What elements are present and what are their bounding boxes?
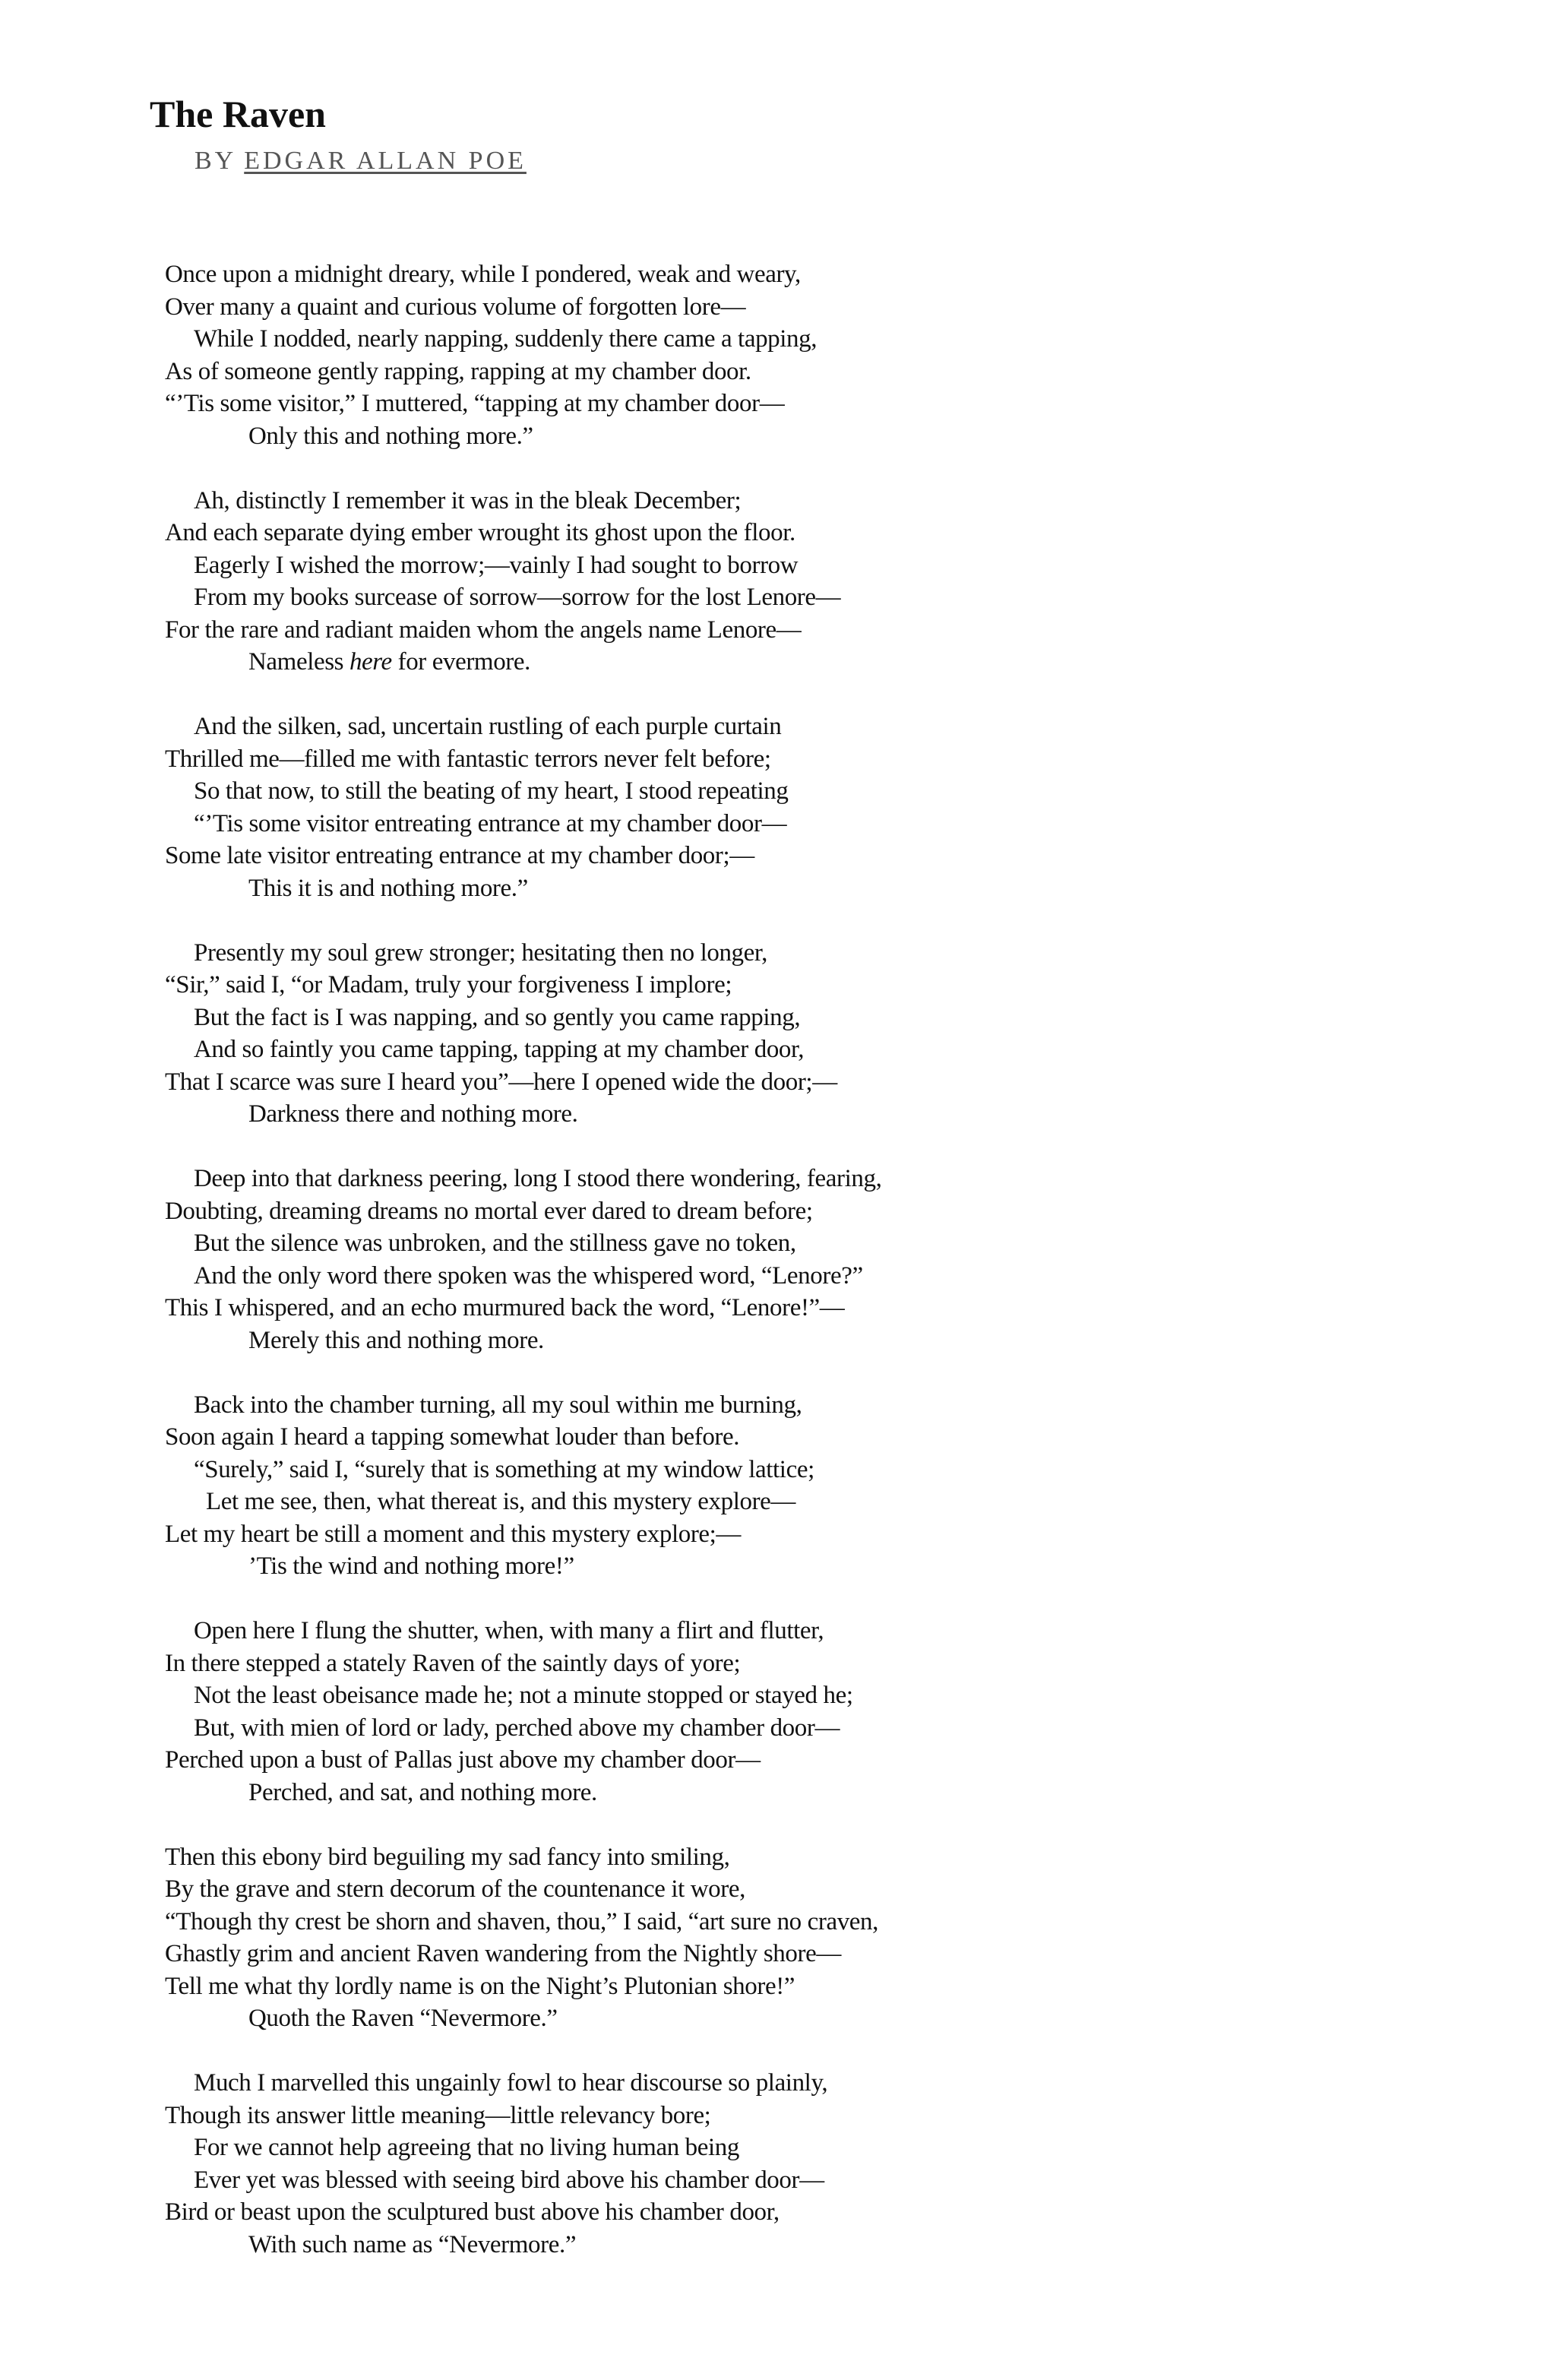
poem-line: Let me see, then, what thereat is, and this mystery explore— (206, 1488, 796, 1515)
poem-line: Perched upon a bust of Pallas just above my chamber door— (165, 1746, 761, 1774)
italic-emphasis: here (349, 648, 392, 676)
poem-line: Ever yet was blessed with seeing bird above his chamber door— (194, 2166, 824, 2194)
poem-line: By the grave and stern decorum of the countenance it wore, (165, 1875, 745, 1903)
poem-line: Once upon a midnight dreary, while I pondered, weak and weary, (165, 261, 801, 288)
poem-line: Ah, distinctly I remember it was in the bleak December; (194, 486, 742, 514)
poem-line: But the silence was unbroken, and the stillness gave no token, (194, 1230, 796, 1257)
poem-line: “’Tis some visitor entreating entrance at my chamber door— (194, 809, 787, 837)
poem-line: Ghastly grim and ancient Raven wandering from the Nightly shore— (165, 1940, 841, 1967)
poem-line: But the fact is I was napping, and so gently you came rapping, (194, 1003, 801, 1031)
stanza-2 (165, 485, 1456, 679)
poem-line: Let my heart be still a moment and this mystery explore;— (165, 1520, 742, 1548)
poem-line: “Sir,” said I, “or Madam, truly your forgiveness I implore; (165, 971, 732, 999)
poem-line: Soon again I heard a tapping somewhat louder than before. (165, 1423, 740, 1451)
poem-line: And the only word there spoken was the whispered word, “Lenore?” (194, 1261, 863, 1290)
poem-line: This I whispered, and an echo murmured back the word, “Lenore!”— (165, 1294, 845, 1321)
poem-refrain-line: This it is and nothing more.” (248, 874, 528, 902)
poem-line: Much I marvelled this ungainly fowl to hear discourse so plainly, (194, 2069, 828, 2097)
poem-line: So that now, to still the beating of my heart, I stood repeating (194, 777, 789, 805)
poem-line: For we cannot help agreeing that no living human being (194, 2134, 739, 2161)
poem-line: Over many a quaint and curious volume of forgotten lore— (165, 293, 746, 321)
poem-line: Some late visitor entreating entrance at my chamber door;— (165, 842, 754, 869)
poem-line: Tell me what thy lordly name is on the Night’s Plutonian shore!” (165, 1972, 795, 2000)
poem-line: But, with mien of lord or lady, perched above my chamber door— (194, 1714, 840, 1742)
poem-refrain-line: Darkness there and nothing more. (248, 1100, 578, 1128)
poem-refrain-line (165, 646, 1456, 679)
poem-line: That I scarce was sure I heard you”—here I opened wide the door;— (165, 1068, 837, 1096)
poem-line: And the silken, sad, uncertain rustling of each purple curtain (194, 713, 782, 740)
poem-line: “Though thy crest be shorn and shaven, thou,” I said, “art sure no craven, (165, 1907, 879, 1935)
poem-body (165, 258, 1456, 2293)
stanza-9 (165, 2067, 1456, 2261)
poem-refrain-line: ’Tis the wind and nothing more!” (248, 1552, 574, 1580)
poem-refrain-line: Perched, and sat, and nothing more. (248, 1778, 597, 1806)
poem-line: While I nodded, nearly napping, suddenly there came a tapping, (194, 325, 818, 353)
poem-line: From my books surcease of sorrow—sorrow for the lost Lenore— (194, 584, 841, 611)
poem-line: Bird or beast upon the sculptured bust above his chamber door, (165, 2198, 780, 2226)
byline-prefix: BY (194, 147, 237, 175)
poem-title: The Raven (150, 93, 326, 135)
poem-line: And each separate dying ember wrought its ghost upon the floor. (165, 519, 795, 546)
poem-line: “Surely,” said I, “surely that is something at my window lattice; (194, 1455, 814, 1483)
poem-line: For the rare and radiant maiden whom the angels name Lenore— (165, 616, 802, 644)
poem-line: Presently my soul grew stronger; hesitating then no longer, (194, 938, 768, 967)
stanza-7 (165, 1615, 1456, 1809)
poem-refrain-line: Quoth the Raven “Nevermore.” (248, 2005, 558, 2032)
poem-line: Deep into that darkness peering, long I stood there wondering, fearing, (194, 1165, 882, 1192)
byline (194, 144, 527, 178)
poem-line: Doubting, dreaming dreams no mortal ever dared to dream before; (165, 1197, 813, 1225)
poem-line: Thrilled me—filled me with fantastic terrors never felt before; (165, 745, 771, 773)
poem-line: And so faintly you came tapping, tapping at my chamber door, (194, 1036, 805, 1063)
poem-refrain-line: Only this and nothing more.” (248, 422, 533, 450)
stanza-5 (165, 1163, 1456, 1356)
poem-refrain-line: With such name as “Nevermore.” (248, 2230, 577, 2258)
stanza-6 (165, 1389, 1456, 1583)
poem-line: Though its answer little meaning—little relevancy bore; (165, 2101, 711, 2129)
poem-refrain-line: Merely this and nothing more. (248, 1326, 544, 1354)
stanza-1 (165, 258, 1456, 452)
poem-line: Open here I flung the shutter, when, with many a flirt and flutter, (194, 1617, 824, 1644)
stanza-4 (165, 937, 1456, 1131)
stanza-8 (165, 1841, 1456, 2035)
author-link[interactable]: EDGAR ALLAN POE (244, 147, 527, 175)
stanza-3 (165, 711, 1456, 904)
poem-line: Then this ebony bird beguiling my sad fancy into smiling, (165, 1843, 730, 1871)
poem-line: In there stepped a stately Raven of the saintly days of yore; (165, 1649, 741, 1677)
refrain-text: Nameless (248, 648, 349, 676)
poem-line: Not the least obeisance made he; not a minute stopped or stayed he; (194, 1682, 853, 1709)
poem-line: “’Tis some visitor,” I muttered, “tapping at my chamber door— (165, 390, 785, 417)
refrain-text: for evermore. (391, 648, 530, 676)
poem-line: Eagerly I wished the morrow;—vainly I had sought to borrow (194, 551, 799, 579)
poem-line: Back into the chamber turning, all my soul within me burning, (194, 1391, 802, 1419)
poem-line: As of someone gently rapping, rapping at my chamber door. (165, 357, 751, 385)
